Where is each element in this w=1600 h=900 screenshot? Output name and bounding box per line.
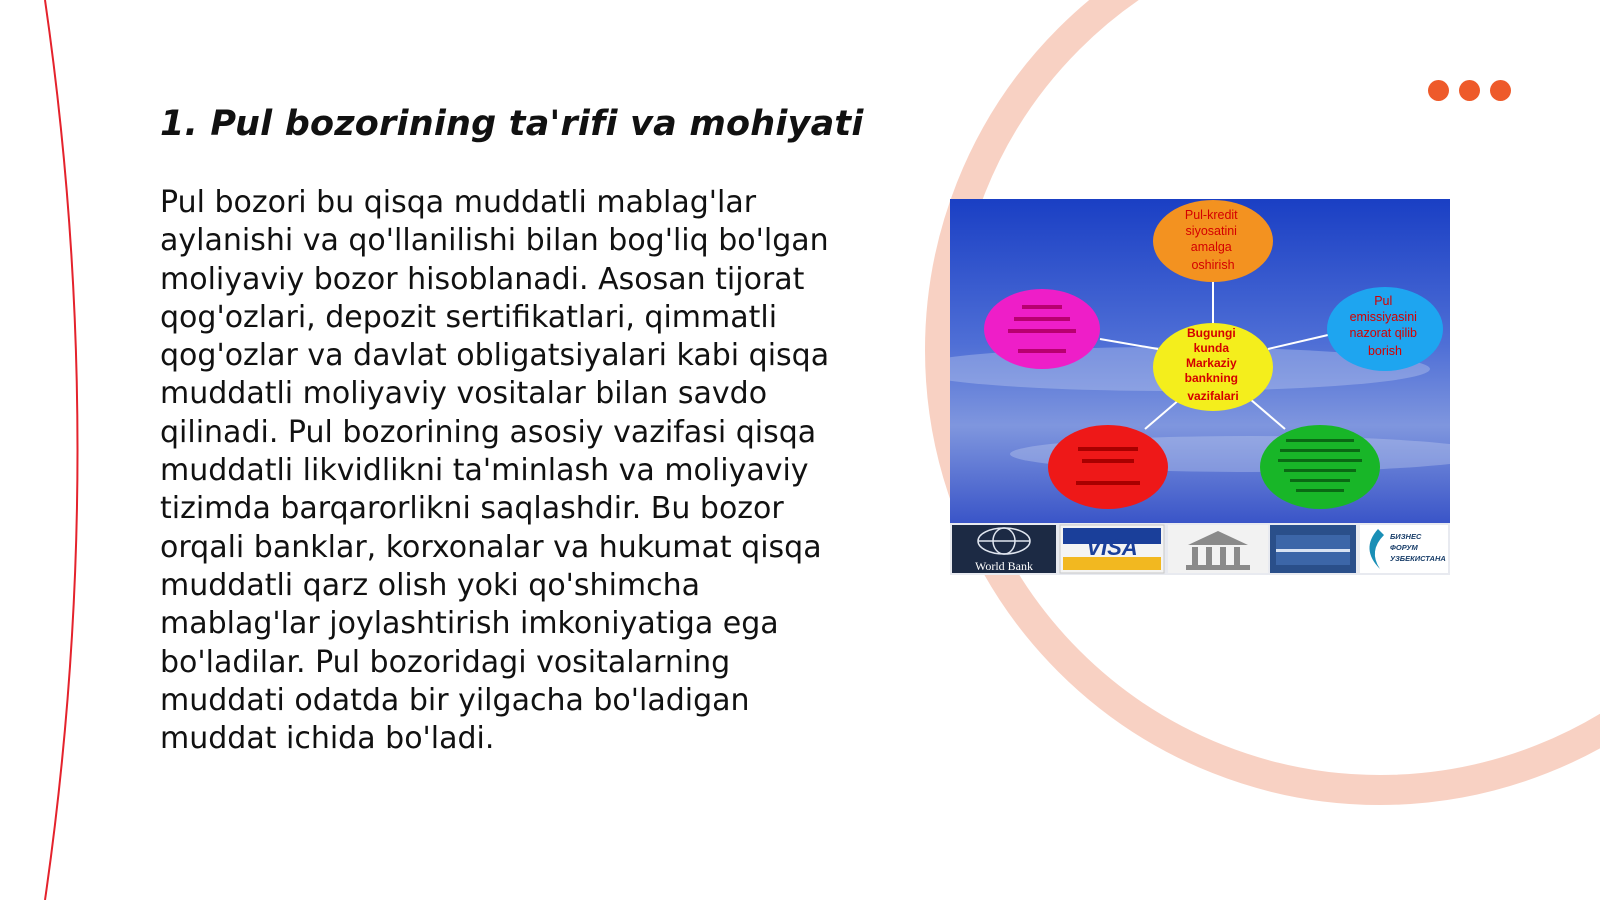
dot xyxy=(1428,80,1449,101)
world-bank-label: World Bank xyxy=(974,559,1034,573)
bubble-center-line: Bugungi xyxy=(1187,326,1236,340)
forum-label: ФОРУМ xyxy=(1390,543,1418,552)
slide-body-text: Pul bozori bu qisqa muddatli mablag'lar aylanishi va qo'llanilishi bilan bog'liq bo'lgan moliyaviy bozor hisoblanadi. Asosan tijorat qog'ozlari, depozit sertifikatlari, qimmatli qog'ozlar va davlat obligatsiyalari kabi qisqa muddatli moliyaviy vositalar bilan savdo qilinadi. Pul bozorining asosiy vazifasi qisqa muddatli likvidlikni ta'minlash va moliyaviy tizimda barqarorlikni saqlashdir. Bu bozor orqali banklar, korxonalar va hukumat qisqa muddatli qarz olish yoki qo'shimcha mablag'lar joylashtirish imkoniyatiga ega bo'ladilar. Pul bozoridagi vositalarning muddati odatda bir yilgacha bo'ladigan muddat ichida bo'ladi. xyxy=(160,185,830,757)
dots-decoration xyxy=(1428,80,1511,101)
bubble-right-line: emissiyasini xyxy=(1349,310,1417,324)
svg-text:Pul-kredit siyosatini xyxy=(1185,208,1241,272)
bubble-top-line: oshirish xyxy=(1191,258,1235,272)
bubble-bottom-left xyxy=(1048,425,1168,509)
visa-label: VISA xyxy=(1086,535,1138,560)
bubble-center-line: Markaziy xyxy=(1185,356,1237,370)
bubble-center-line: vazifalari xyxy=(1187,389,1239,403)
svg-text:Bugungi kunda xyxy=(1185,326,1242,403)
logo-strip xyxy=(950,523,1450,575)
bubble-center-line: kunda xyxy=(1193,341,1229,355)
dot xyxy=(1459,80,1480,101)
forum-label: УЗБЕКИСТАНА xyxy=(1390,554,1446,563)
slide-title: 1. Pul bozorining ta'rifi va mohiyati xyxy=(160,104,864,144)
bubble-bottom-right xyxy=(1260,425,1380,509)
bubble-center-line: bankning xyxy=(1184,371,1238,385)
bubble-top-line: amalga xyxy=(1190,240,1232,254)
forum-label: БИЗНЕС xyxy=(1390,532,1422,541)
bubble-right-line: borish xyxy=(1367,344,1403,358)
dot xyxy=(1490,80,1511,101)
bubble-right-line: nazorat qilib xyxy=(1349,326,1417,340)
central-bank-diagram-image xyxy=(950,199,1450,575)
left-red-line xyxy=(45,0,78,900)
bubble-right-line: Pul xyxy=(1374,294,1393,308)
bubble-top-line: siyosatini xyxy=(1185,224,1237,238)
bubble-top-line: Pul-kredit xyxy=(1184,208,1238,222)
